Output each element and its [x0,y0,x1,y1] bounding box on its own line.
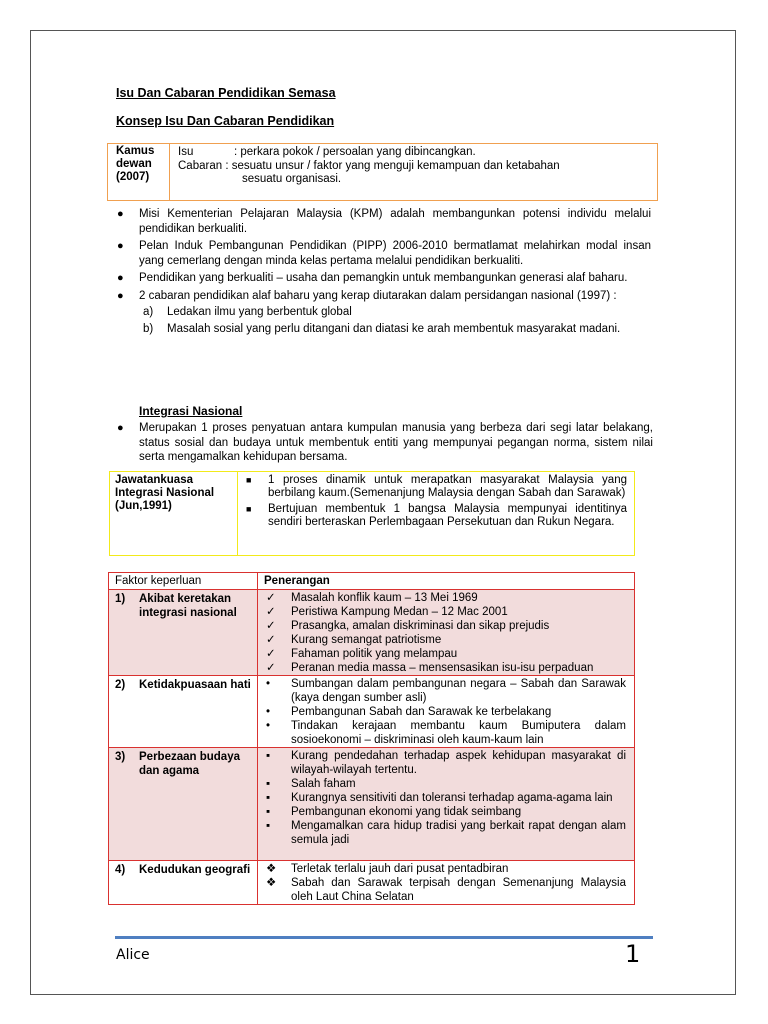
sub-list [139,305,651,336]
faktor-table [108,572,635,905]
isu-def: : perkara pokok / persoalan yang dibincangkan. [234,146,476,158]
bullet-marker-icon: ❖ [266,877,277,889]
footer-divider [115,936,653,939]
bullet-marker-icon: ✓ [266,648,276,660]
list-item: ❖ Sabah dan Sarawak terpisah dengan Semenanjung Malaysia oleh Laut China Selatan [266,877,626,903]
list-item: • Tindakan kerajaan membantu kaum Bumiputera dalam sosioekonomi – diskriminasi oleh kaum-kaum lain [266,720,626,746]
bullet-icon: ● [117,289,124,302]
sub-item: a) Ledakan ilmu yang berbentuk global [143,306,352,318]
header-faktor: Faktor keperluan [109,573,258,590]
table-row: 3) Perbezaan budaya dan agama ▪ Kurang pendedahan terhadap aspek kehidupan masyarakat di wilayah-wilayah tertentu. ▪ Salah faham ▪ Kurangnya sensitiviti dan toleransi terhadap agama-agama lain ▪ Pembangunan ekonomi yang tidak seimbang ▪ Mengamalkan cara hidup tradisi yang berkait rapat dengan alam semula jadi [109,748,635,861]
bullet-icon: ● [117,208,124,220]
list-item: ❖ Terletak terlalu jauh dari pusat pentadbiran [266,863,509,875]
list-item: ▪ Salah faham [266,778,356,790]
table-header-row [109,573,635,590]
list-item: ● 2 cabaran pendidikan alaf baharu yang kerap diutarakan dalam persidangan nasional (1997) : [117,289,617,302]
bullet-marker-icon: ✓ [266,662,276,674]
bullet-marker-icon: • [266,720,271,732]
bullet-icon: ● [117,422,124,434]
section-title-konsep: Konsep Isu Dan Cabaran Pendidikan [116,114,335,128]
sub-item-label: a) [143,306,154,318]
integrasi-heading: Integrasi Nasional [139,404,243,418]
kamus-box [107,143,658,201]
bullet-marker-icon: ▪ [266,806,271,818]
isu-definition [178,146,648,160]
row-number: 4) [115,864,126,876]
list-item: ✓ Peristiwa Kampung Medan – 12 Mac 2001 [266,606,508,618]
list-item: ● Pelan Induk Pembangunan Pendidikan (PIPP) 2006-2010 bermatlamat melahirkan modal insan yang cemerlang dengan minda kelas pertama melalui pendidikan berkualiti. [117,240,651,267]
integrasi-section [117,421,653,465]
cabaran-term: Cabaran [178,159,223,172]
bullet-marker-icon: ✓ [266,620,276,632]
cabaran-def-cont: sesuatu organisasi. [242,173,342,185]
document-title: Isu Dan Cabaran Pendidikan Semasa [116,86,336,100]
list-item: • Sumbangan dalam pembangunan negara – Sabah dan Sarawak (kaya dengan sumber asli) [266,678,626,704]
list-item: ● Pendidikan yang berkualiti – usaha dan pemangkin untuk membangunkan generasi alaf baharu. [117,272,628,284]
bullet-marker-icon: ✓ [266,634,276,646]
kamus-definitions [178,146,648,187]
list-item: ✓ Kurang semangat patriotisme [266,634,442,646]
row-number: 3) [115,751,126,763]
list-item: ● Misi Kementerian Pelajaran Malaysia (KPM) adalah membangunkan potensi individu melalui pendidikan berkualiti. [117,208,651,235]
list-item: ▪ Mengamalkan cara hidup tradisi yang berkait rapat dengan alam semula jadi [266,820,626,846]
list-item: ▪ Pembangunan ekonomi yang tidak seimbang [266,806,522,818]
table-row: 2) Ketidakpuasaan hati • Sumbangan dalam pembangunan negara – Sabah dan Sarawak (kaya dengan sumber asli) • Pembangunan Sabah dan Sarawak ke terbelakang • Tindakan kerajaan membantu kaum Bumiputera dalam sosioekonomi – diskriminasi oleh kaum-kaum lain [109,676,635,748]
list-item: • Pembangunan Sabah dan Sarawak ke terbelakang [266,706,552,718]
list-item: ✓ Fahaman politik yang melampau [266,648,458,660]
footer-author: Alice [116,947,150,963]
isu-term: Isu [178,146,194,158]
page-number: 1 [625,940,641,968]
list-item: ▪ Kurangnya sensitiviti dan toleransi terhadap agama-agama lain [266,792,613,804]
header-penerangan: Penerangan [258,573,635,590]
jawatankuasa-label: Jawatankuasa Integrasi Nasional (Jun,1991) [110,472,238,555]
bullet-marker-icon: • [266,706,271,718]
bullet-marker-icon: • [266,678,271,690]
list-item: ■ 1 proses dinamik untuk merapatkan masyarakat Malaysia yang berbilang kaum.(Semenanjung Malaysia dengan Sabah dan Sarawak) [246,474,627,499]
integrasi-text: Merupakan 1 proses penyatuan antara kumpulan manusia yang berbeza dari segi latar belakang, status sosial dan budaya untuk membentuk entiti yang mempunyai pegangan norma, sistem nilai serta mengamalkan kehidupan bersama. [139,422,653,463]
table-row: 4) Kedudukan geografi ❖ Terletak terlalu jauh dari pusat pentadbiran ❖ Sabah dan Sarawak terpisah dengan Semenanjung Malaysia oleh Laut China Selatan [109,861,635,905]
sub-item: b) Masalah sosial yang perlu ditangani dan diatasi ke arah membentuk masyarakat madani. [143,322,621,335]
bullet-marker-icon: ▪ [266,820,271,832]
list-item: ✓ Masalah konflik kaum – 13 Mei 1969 [266,592,478,604]
bullet-marker-icon: ■ [246,475,252,485]
bullet-list [117,207,651,303]
jawatankuasa-items [242,474,627,529]
bullet-icon: ● [117,272,124,284]
bullet-icon: ● [117,240,124,252]
bullet-marker-icon: ✓ [266,606,276,618]
list-item: ▪ Kurang pendedahan terhadap aspek kehidupan masyarakat di wilayah-wilayah tertentu. [266,750,626,776]
row-number: 1) [115,593,126,605]
bullet-marker-icon: ▪ [266,750,271,762]
bullet-section [117,207,651,336]
bullet-marker-icon: ▪ [266,792,271,804]
cabaran-definition [178,160,648,174]
sub-item-label: b) [143,322,154,335]
list-item: ■ Bertujuan membentuk 1 bangsa Malaysia mempunyai identitinya sendiri berteraskan Perlembagaan Persekutuan dan Rukun Negara. [246,503,627,528]
bullet-marker-icon: ■ [246,504,252,514]
list-item: ✓ Peranan media massa – mensensasikan isu-isu perpaduan [266,662,594,674]
row-number: 2) [115,679,126,691]
bullet-marker-icon: ✓ [266,592,276,604]
list-item: ✓ Prasangka, amalan diskriminasi dan sikap prejudis [266,620,550,632]
bullet-marker-icon: ❖ [266,863,277,875]
kamus-label: Kamus dewan (2007) [108,144,170,200]
cabaran-def: : sesuatu unsur / faktor yang menguji kemampuan dan ketabahan [225,159,560,172]
bullet-marker-icon: ▪ [266,778,271,790]
jawatankuasa-box [109,471,635,556]
table-row: 1) Akibat keretakan integrasi nasional ✓ Masalah konflik kaum – 13 Mei 1969 ✓ Peristiwa Kampung Medan – 12 Mac 2001 ✓ Prasangka, amalan diskriminasi dan sikap prejudis ✓ Kurang semangat patriotisme ✓ Fahaman politik yang melampau ✓ Peranan media massa – mensensasikan isu-isu perpaduan [109,590,635,676]
list-item [117,421,653,465]
